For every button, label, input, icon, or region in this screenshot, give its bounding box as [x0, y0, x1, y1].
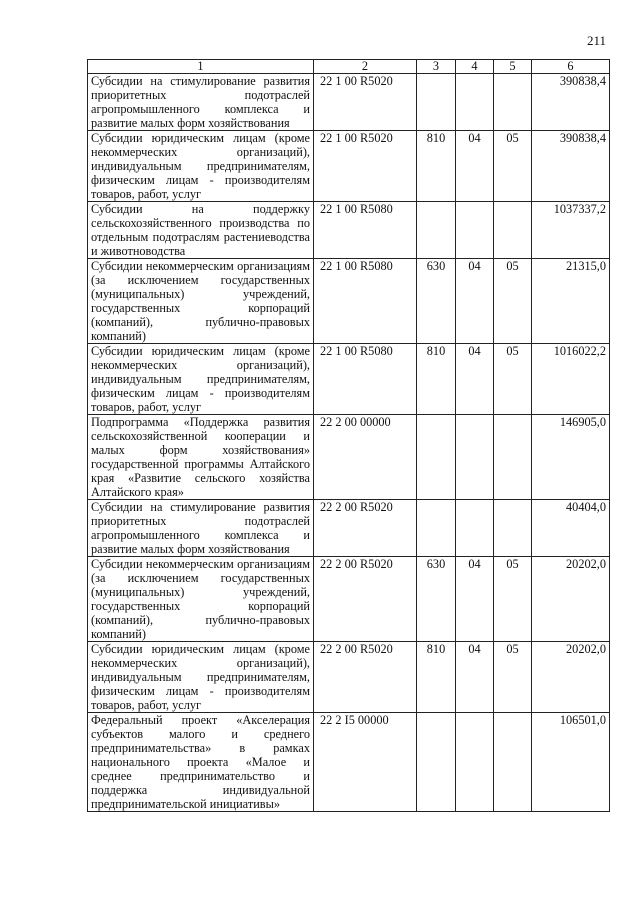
- row-code-cell: 22 1 00 R5020: [314, 131, 417, 202]
- row-pr-cell: [494, 713, 532, 812]
- row-vr-cell: 630: [417, 259, 456, 344]
- row-name-cell: Подпрограмма «Поддержка развития сельскохозяйственной кооперации и малых форм хозяйствования» государственной программы Алтайского края «Развитие сельского хозяйства Алтайского края»: [88, 415, 314, 500]
- row-pr-cell: [494, 500, 532, 557]
- row-rz-cell: [456, 713, 494, 812]
- row-amount-cell: 146905,0: [532, 415, 610, 500]
- header-col-4: 4: [456, 60, 494, 74]
- row-pr-cell: [494, 415, 532, 500]
- row-code-cell: 22 1 00 R5080: [314, 344, 417, 415]
- table-row: [88, 557, 610, 642]
- row-code-cell: 22 1 00 R5080: [314, 259, 417, 344]
- row-amount-cell: 20202,0: [532, 557, 610, 642]
- row-rz-cell: 04: [456, 131, 494, 202]
- table-row: [88, 131, 610, 202]
- row-amount-cell: 20202,0: [532, 642, 610, 713]
- row-rz-cell: 04: [456, 259, 494, 344]
- row-code-cell: 22 2 00 00000: [314, 415, 417, 500]
- row-amount-cell: 390838,4: [532, 74, 610, 131]
- row-pr-cell: 05: [494, 259, 532, 344]
- table-row: [88, 500, 610, 557]
- table-row: [88, 642, 610, 713]
- header-col-2: 2: [314, 60, 417, 74]
- row-amount-cell: 1037337,2: [532, 202, 610, 259]
- row-code-cell: 22 1 00 R5020: [314, 74, 417, 131]
- row-pr-cell: 05: [494, 131, 532, 202]
- row-vr-cell: [417, 74, 456, 131]
- row-pr-cell: 05: [494, 344, 532, 415]
- budget-table: [87, 59, 610, 812]
- row-code-cell: 22 2 00 R5020: [314, 500, 417, 557]
- header-col-1: 1: [88, 60, 314, 74]
- row-vr-cell: 810: [417, 344, 456, 415]
- row-vr-cell: [417, 202, 456, 259]
- row-vr-cell: [417, 500, 456, 557]
- header-col-5: 5: [494, 60, 532, 74]
- row-name-cell: Федеральный проект «Акселерация субъектов малого и среднего предпринимательства» в рамках национального проекта «Малое и среднее предпринимательство и поддержка индивидуальной предпринимательской инициативы»: [88, 713, 314, 812]
- table-row: [88, 202, 610, 259]
- table-header-row: [88, 60, 610, 74]
- row-pr-cell: 05: [494, 642, 532, 713]
- row-rz-cell: 04: [456, 557, 494, 642]
- row-name-cell: Субсидии некоммерческим организациям (за исключением государственных (муниципальных) учреждений, государственных корпораций (компаний), публично-правовых компаний): [88, 259, 314, 344]
- row-amount-cell: 390838,4: [532, 131, 610, 202]
- table-row: [88, 74, 610, 131]
- row-pr-cell: [494, 202, 532, 259]
- header-col-3: 3: [417, 60, 456, 74]
- row-vr-cell: 810: [417, 131, 456, 202]
- row-code-cell: 22 2 00 R5020: [314, 557, 417, 642]
- row-vr-cell: [417, 415, 456, 500]
- row-pr-cell: 05: [494, 557, 532, 642]
- row-name-cell: Субсидии на стимулирование развития приоритетных подотраслей агропромышленного комплекса и развитие малых форм хозяйствования: [88, 74, 314, 131]
- table-row: [88, 415, 610, 500]
- row-code-cell: 22 2 I5 00000: [314, 713, 417, 812]
- row-amount-cell: 106501,0: [532, 713, 610, 812]
- row-amount-cell: 1016022,2: [532, 344, 610, 415]
- page-number: 211: [586, 33, 606, 48]
- row-rz-cell: [456, 500, 494, 557]
- row-amount-cell: 40404,0: [532, 500, 610, 557]
- row-name-cell: Субсидии некоммерческим организациям (за исключением государственных (муниципальных) учреждений, государственных корпораций (компаний), публично-правовых компаний): [88, 557, 314, 642]
- table-row: [88, 259, 610, 344]
- row-amount-cell: 21315,0: [532, 259, 610, 344]
- row-vr-cell: 810: [417, 642, 456, 713]
- row-name-cell: Субсидии на стимулирование развития приоритетных подотраслей агропромышленного комплекса и развитие малых форм хозяйствования: [88, 500, 314, 557]
- table-row: [88, 344, 610, 415]
- row-rz-cell: 04: [456, 642, 494, 713]
- row-vr-cell: 630: [417, 557, 456, 642]
- row-rz-cell: [456, 415, 494, 500]
- row-name-cell: Субсидии юридическим лицам (кроме некоммерческих организаций), индивидуальным предпринимателям, физическим лицам - производителям товаров, работ, услуг: [88, 131, 314, 202]
- row-vr-cell: [417, 713, 456, 812]
- row-code-cell: 22 2 00 R5020: [314, 642, 417, 713]
- row-pr-cell: [494, 74, 532, 131]
- header-col-6: 6: [532, 60, 610, 74]
- table-row: [88, 713, 610, 812]
- row-name-cell: Субсидии юридическим лицам (кроме некоммерческих организаций), индивидуальным предпринимателям, физическим лицам - производителям товаров, работ, услуг: [88, 642, 314, 713]
- row-name-cell: Субсидии на поддержку сельскохозяйственного производства по отдельным подотраслям растениеводства и животноводства: [88, 202, 314, 259]
- row-rz-cell: [456, 74, 494, 131]
- row-rz-cell: [456, 202, 494, 259]
- row-rz-cell: 04: [456, 344, 494, 415]
- row-code-cell: 22 1 00 R5080: [314, 202, 417, 259]
- row-name-cell: Субсидии юридическим лицам (кроме некоммерческих организаций), индивидуальным предпринимателям, физическим лицам - производителям товаров, работ, услуг: [88, 344, 314, 415]
